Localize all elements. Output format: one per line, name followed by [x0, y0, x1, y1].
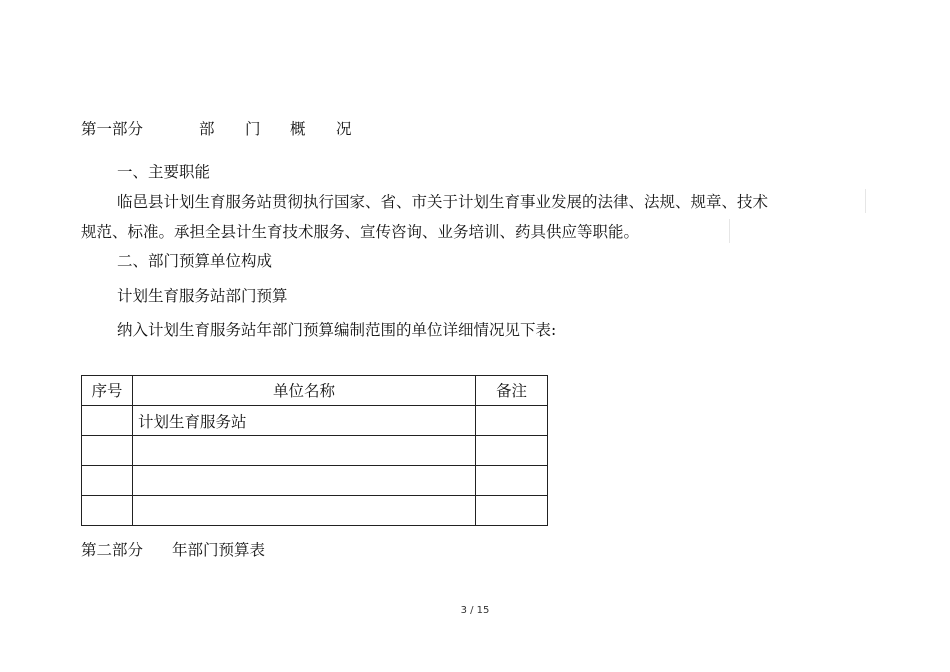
section2-line2: 纳入计划生育服务站年部门预算编制范围的单位详细情况见下表:	[117, 321, 557, 339]
scan-artifact-line	[729, 219, 730, 243]
part2-title: 年部门预算表	[172, 541, 266, 559]
table-cell-unit-name	[133, 436, 476, 466]
section2-line1: 计划生育服务站部门预算	[117, 287, 288, 305]
header-unit-name: 单位名称	[133, 376, 476, 406]
table-cell-remark	[476, 436, 548, 466]
section1-paragraph-line1: 临邑县计划生育服务站贯彻执行国家、省、市关于计划生育事业发展的法律、法规、规章、技术	[117, 193, 769, 211]
section1-paragraph-line2: 规范、标准。承担全县计生育技术服务、宣传咨询、业务培训、药具供应等职能。	[81, 223, 640, 241]
part1-char-4: 况	[336, 120, 352, 138]
table-cell-seq	[82, 496, 133, 526]
page-number: 3 / 15	[460, 605, 490, 616]
table-cell-seq	[82, 406, 133, 436]
table-cell-unit-name	[133, 496, 476, 526]
part1-char-3: 概	[290, 120, 306, 138]
scan-artifact-line	[865, 189, 866, 213]
table-cell-remark	[476, 406, 548, 436]
table-cell-seq	[82, 466, 133, 496]
section1-heading: 一、主要职能	[117, 163, 211, 181]
table-row	[82, 436, 548, 466]
table-cell-remark	[476, 496, 548, 526]
units-table	[81, 375, 548, 526]
header-remark: 备注	[476, 376, 548, 406]
header-seq: 序号	[82, 376, 133, 406]
table-cell-unit-name: 计划生育服务站	[133, 406, 476, 436]
table-cell-remark	[476, 466, 548, 496]
table-cell-seq	[82, 436, 133, 466]
table-row	[82, 466, 548, 496]
part1-label: 第一部分	[81, 120, 144, 138]
section2-heading: 二、部门预算单位构成	[117, 252, 273, 270]
table-header-row	[82, 376, 548, 406]
part1-char-2: 门	[245, 120, 261, 138]
table-cell-unit-name	[133, 466, 476, 496]
table-row	[82, 406, 548, 436]
part2-label: 第二部分	[81, 541, 144, 559]
part1-char-1: 部	[199, 120, 215, 138]
table-row	[82, 496, 548, 526]
